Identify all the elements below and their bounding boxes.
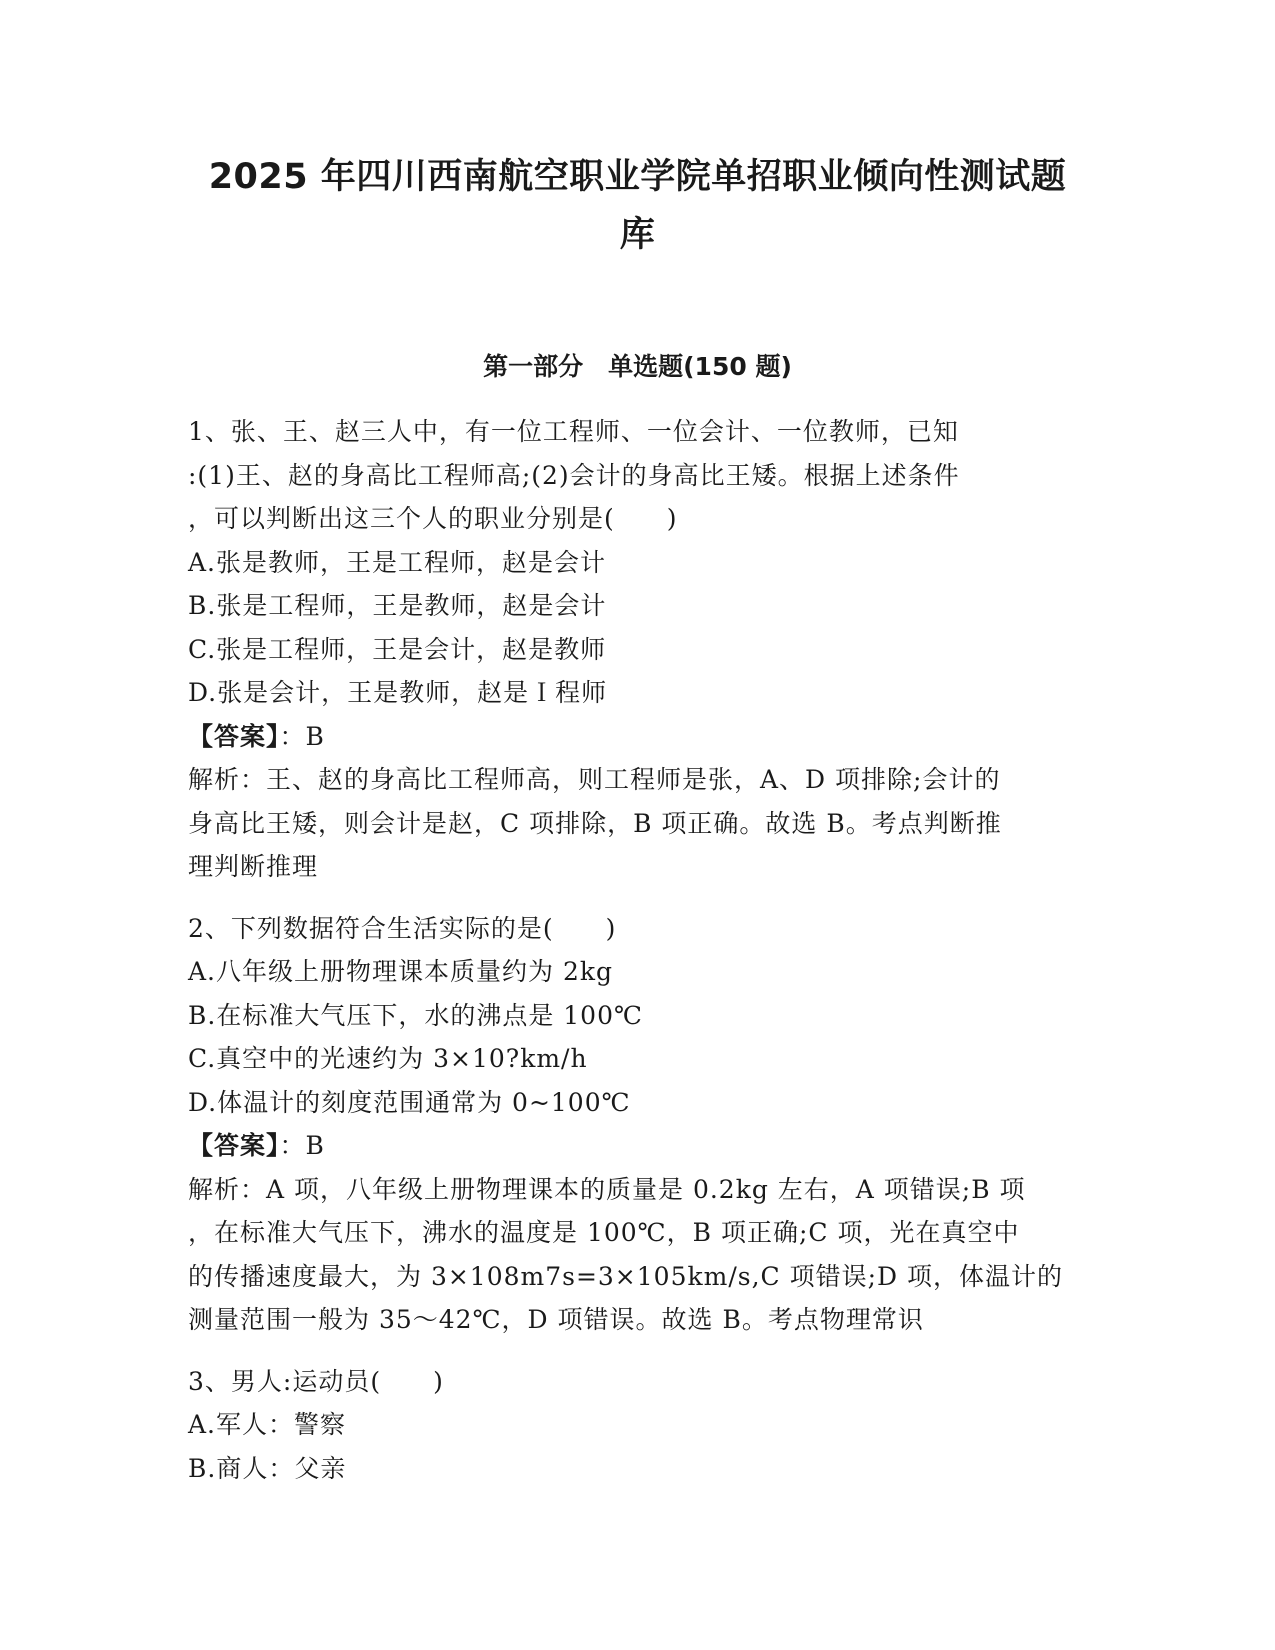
option-c: C.真空中的光速约为 3×10?km/h (188, 1044, 588, 1073)
analysis-line: 测量范围一般为 35～42℃，D 项错误。故选 B。考点物理常识 (188, 1305, 924, 1334)
answer-label: 【答案】 (188, 721, 280, 751)
analysis-line: ，在标准大气压下，沸水的温度是 100℃，B 项正确;C 项，光在真空中 (188, 1218, 1020, 1247)
option-a: A.张是教师，王是工程师，赵是会计 (188, 547, 607, 577)
question-stem-line: 2、下列数据符合生活实际的是( ) (188, 913, 617, 943)
answer-value: ：B (279, 721, 325, 751)
question-3 (188, 1360, 1088, 1491)
document-title-line: 库 (619, 215, 656, 255)
analysis-line: 解析：A 项，八年级上册物理课本的质量是 0.2kg 左右，A 项错误;B 项 (188, 1174, 1026, 1204)
option-a: A.八年级上册物理课本质量约为 2kg (188, 957, 614, 986)
question-list (188, 410, 1088, 1508)
option-b: B.张是工程师，王是教师，赵是会计 (188, 591, 607, 620)
answer-line (188, 1124, 1088, 1168)
question-stem-line: ，可以判断出这三个人的职业分别是( ) (188, 504, 678, 533)
question-2 (188, 907, 1088, 1342)
option-a: A.军人：警察 (188, 1410, 347, 1439)
option-d: D.体温计的刻度范围通常为 0~100℃ (188, 1087, 631, 1117)
answer-value: ：B (279, 1131, 325, 1160)
document-title (150, 148, 1125, 264)
section-heading: 第一部分 单选题(150 题) (483, 352, 792, 381)
option-b: B.商人：父亲 (188, 1453, 347, 1483)
option-c: C.张是工程师，王是会计，赵是教师 (188, 634, 607, 664)
analysis-line: 解析：王、赵的身高比工程师高，则工程师是张，A、D 项排除;会计的 (188, 765, 1001, 794)
document-title-line: 2025 年四川西南航空职业学院单招职业倾向性测试题 (208, 157, 1067, 197)
answer-label: 【答案】 (188, 1131, 280, 1160)
analysis-line: 身高比王矮，则会计是赵，C 项排除，B 项正确。故选 B。考点判断推 (188, 808, 1002, 838)
question-stem-line: 1、张、王、赵三人中，有一位工程师、一位会计、一位教师，已知 (188, 417, 959, 446)
option-d: D.张是会计，王是教师，赵是Ｉ程师 (188, 678, 608, 707)
question-stem-line: :(1)王、赵的身高比工程师高;(2)会计的身高比王矮。根据上述条件 (188, 460, 960, 490)
answer-line (188, 715, 1088, 759)
question-1 (188, 410, 1088, 889)
question-stem-line: 3、男人:运动员( ) (188, 1366, 444, 1396)
option-b: B.在标准大气压下，水的沸点是 100℃ (188, 1000, 643, 1030)
analysis-line: 理判断推理 (188, 852, 319, 881)
analysis-line: 的传播速度最大，为 3×108m7s=3×105km/s,C 项错误;D 项，体温计的 (188, 1261, 1064, 1291)
